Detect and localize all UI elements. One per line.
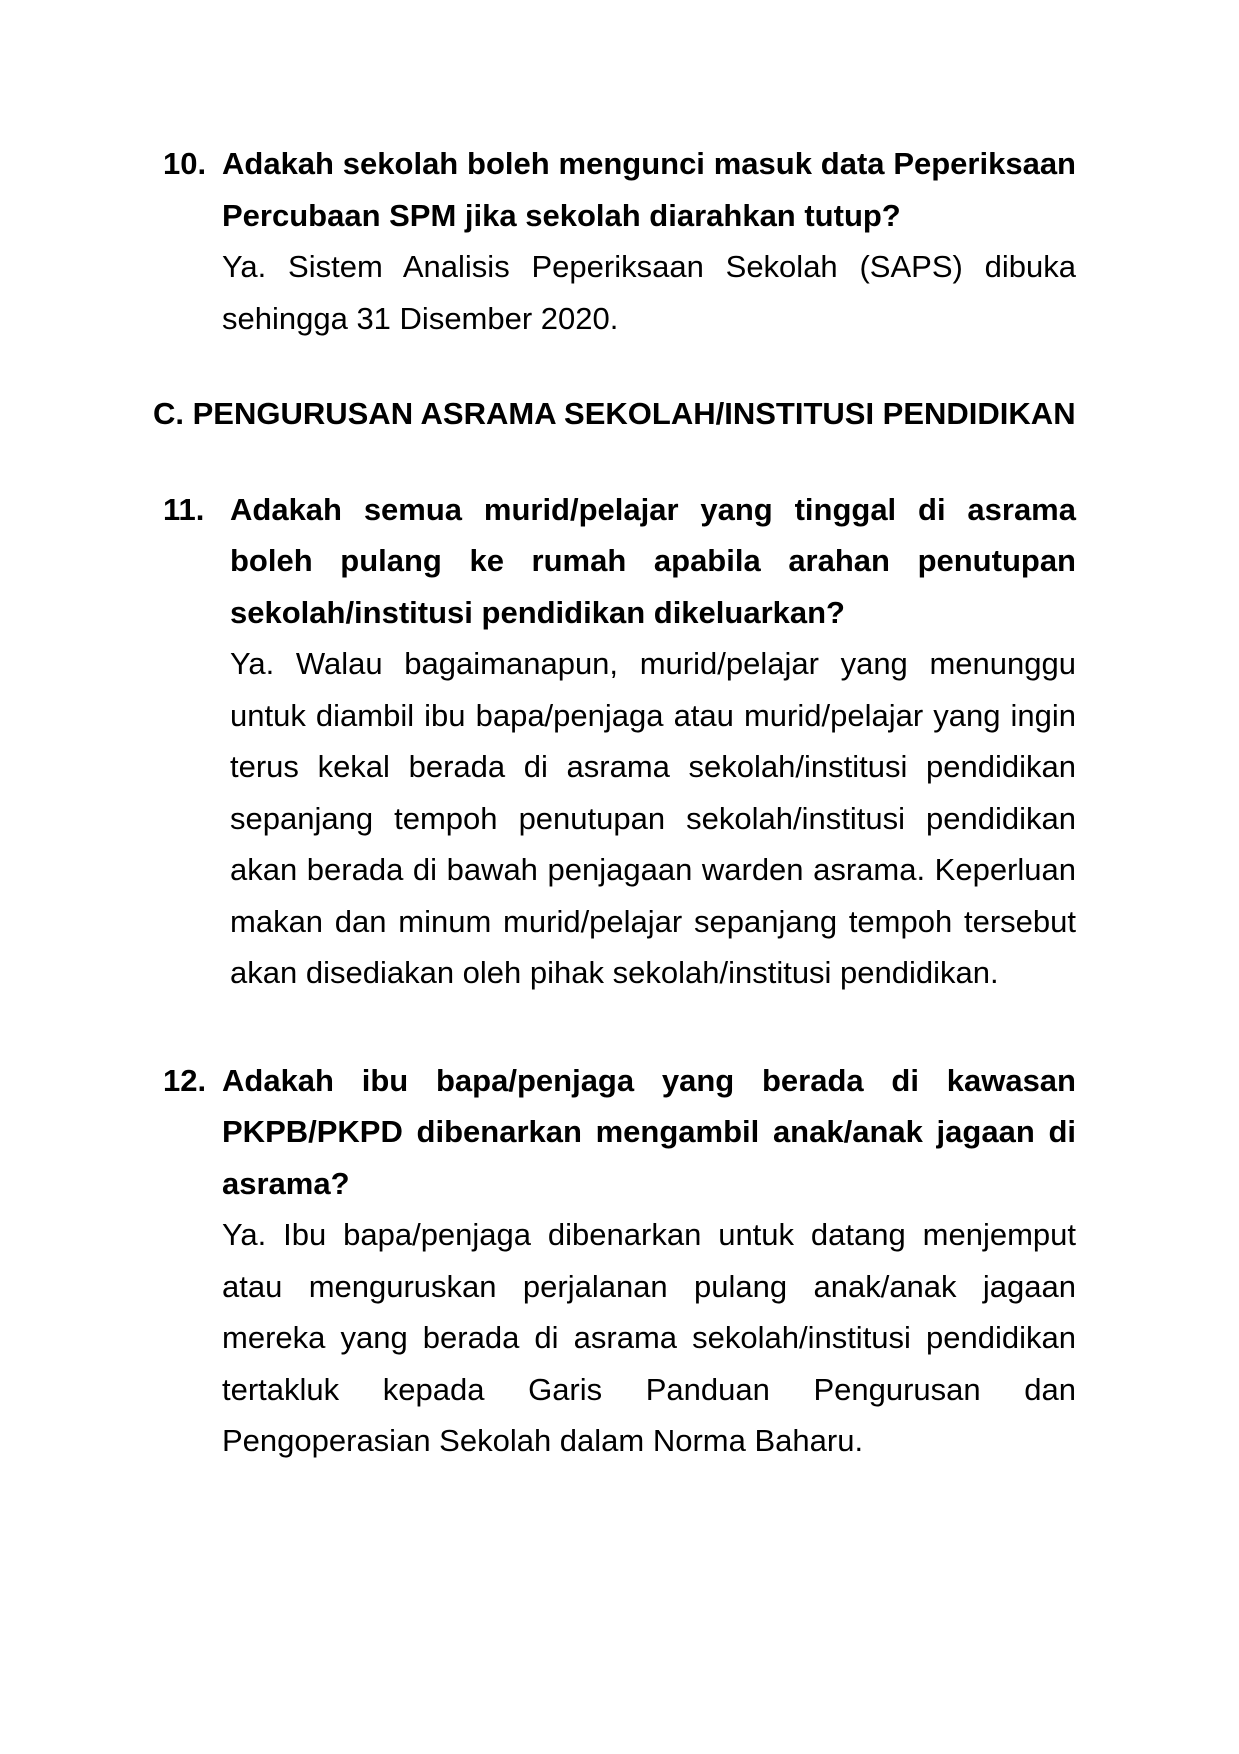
- faq-answer: Ya. Sistem Analisis Peperiksaan Sekolah (SAPS) dibuka sehingga 31 Disember 2020.: [222, 249, 1076, 336]
- faq-item-content: [230, 484, 1076, 999]
- faq-answer: Ya. Walau bagaimanapun, murid/pelajar yang menunggu untuk diambil ibu bapa/penjaga atau murid/pelajar yang ingin terus kekal berada di asrama sekolah/institusi pendidikan sepanjang tempoh penutupan sekolah/institusi pendidikan akan berada di bawah penjagaan warden asrama. Keperluan makan dan minum murid/pelajar sepanjang tempoh tersebut akan disediakan oleh pihak sekolah/institusi pendidikan.: [230, 646, 1076, 990]
- faq-item-number: 12.: [163, 1062, 207, 1098]
- faq-question: Adakah semua murid/pelajar yang tinggal di asrama boleh pulang ke rumah apabila arahan penutupan sekolah/institusi pendidikan dikeluarkan?: [230, 491, 1076, 630]
- faq-question: Adakah ibu bapa/penjaga yang berada di kawasan PKPB/PKPD dibenarkan mengambil anak/anak jagaan di asrama?: [222, 1062, 1076, 1201]
- faq-item: [163, 138, 1076, 344]
- faq-item: [163, 1055, 1076, 1467]
- section-heading: C. PENGURUSAN ASRAMA SEKOLAH/INSTITUSI PENDIDIKAN: [153, 396, 1076, 431]
- faq-item-content: [222, 138, 1076, 344]
- faq-answer: Ya. Ibu bapa/penjaga dibenarkan untuk datang menjemput atau menguruskan perjalanan pulang anak/anak jagaan mereka yang berada di asrama sekolah/institusi pendidikan tertakluk kepada Garis Panduan Pengurusan dan Pengoperasian Sekolah dalam Norma Baharu.: [222, 1217, 1076, 1458]
- faq-question: Adakah sekolah boleh mengunci masuk data Peperiksaan Percubaan SPM jika sekolah diarahkan tutup?: [222, 146, 1076, 233]
- faq-item-number: 11.: [163, 491, 205, 527]
- faq-item: [163, 484, 1076, 999]
- faq-item-content: [222, 1055, 1076, 1467]
- faq-item-number: 10.: [163, 146, 207, 181]
